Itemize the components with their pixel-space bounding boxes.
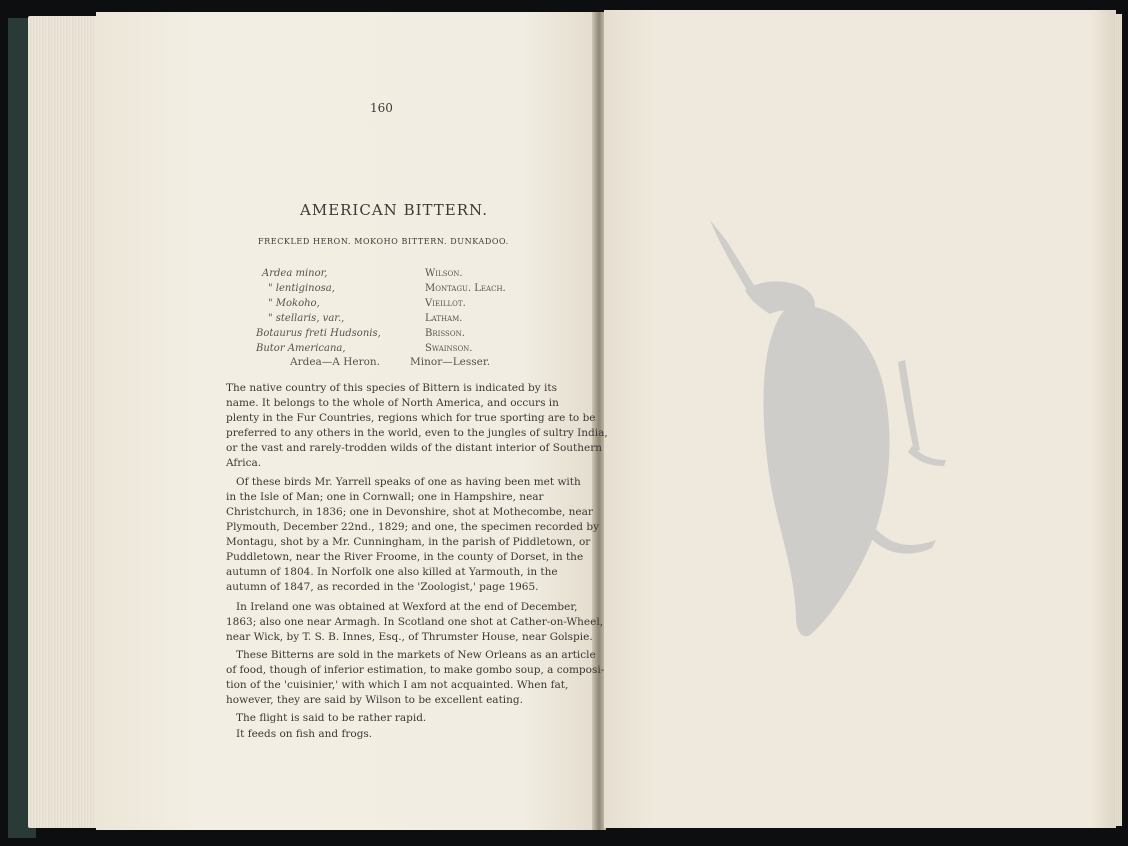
synonym-author: Montagu. Leach. bbox=[425, 283, 506, 294]
text-line: Christchurch, in 1836; one in Devonshire, shot at Mothecombe, near bbox=[226, 506, 593, 518]
etymology-minor: Minor—Lesser. bbox=[410, 356, 491, 368]
right-page-edge bbox=[1114, 14, 1122, 826]
text-line: It feeds on fish and frogs. bbox=[236, 728, 373, 740]
page-stack bbox=[28, 16, 98, 828]
text-line: The flight is said to be rather rapid. bbox=[236, 712, 427, 724]
text-line: preferred to any others in the world, even to the jungles of sultry India, bbox=[226, 427, 608, 439]
text-line: plenty in the Fur Countries, regions which for true sporting are to be bbox=[226, 412, 596, 424]
synonym-name: Ardea minor, bbox=[262, 268, 328, 279]
synonym-author: Wilson. bbox=[425, 268, 463, 279]
text-line: 1863; also one near Armagh. In Scotland one shot at Cather-on-Wheel, bbox=[226, 616, 604, 628]
page-title: AMERICAN BITTERN. bbox=[300, 201, 488, 219]
text-line: however, they are said by Wilson to be excellent eating. bbox=[226, 694, 523, 706]
text-line: The native country of this species of Bittern is indicated by its bbox=[226, 382, 558, 394]
common-names: FRECKLED HERON. MOKOHO BITTERN. DUNKADOO. bbox=[258, 237, 509, 246]
text-line: tion of the 'cuisinier,' with which I am not acquainted. When fat, bbox=[226, 679, 569, 691]
text-line: Of these birds Mr. Yarrell speaks of one as having been met with bbox=[236, 476, 581, 488]
etymology-ardea: Ardea—A Heron. bbox=[290, 356, 381, 368]
synonym-name: Botaurus freti Hudsonis, bbox=[256, 328, 381, 339]
text-line: These Bitterns are sold in the markets of New Orleans as an article bbox=[236, 649, 596, 661]
text-line: Plymouth, December 22nd., 1829; and one, the specimen recorded by bbox=[226, 521, 600, 533]
text-line: Africa. bbox=[226, 457, 262, 469]
text-line: in the Isle of Man; one in Cornwall; one in Hampshire, near bbox=[226, 491, 544, 503]
synonym-name: " stellaris, var., bbox=[268, 313, 345, 324]
text-line: Puddletown, near the River Froome, in the county of Dorset, in the bbox=[226, 551, 584, 563]
synonym-name: " Mokoho, bbox=[268, 298, 320, 309]
text-line: In Ireland one was obtained at Wexford at the end of December, bbox=[236, 601, 578, 613]
page-number: 160 bbox=[370, 101, 393, 115]
text-line: near Wick, by T. S. B. Innes, Esq., of Thrumster House, near Golspie. bbox=[226, 631, 593, 643]
synonym-name: " lentiginosa, bbox=[268, 283, 335, 294]
text-line: name. It belongs to the whole of North America, and occurs in bbox=[226, 397, 559, 409]
bittern-illustration bbox=[700, 210, 960, 650]
text-line: autumn of 1847, as recorded in the 'Zoologist,' page 1965. bbox=[226, 581, 539, 593]
synonym-name: Butor Americana, bbox=[256, 343, 346, 354]
text-line: or the vast and rarely-trodden wilds of the distant interior of Southern bbox=[226, 442, 603, 454]
synonym-author: Swainson. bbox=[425, 343, 473, 354]
synonym-author: Latham. bbox=[425, 313, 463, 324]
text-line: autumn of 1804. In Norfolk one also killed at Yarmouth, in the bbox=[226, 566, 558, 578]
text-line: of food, though of inferior estimation, to make gombo soup, a composi- bbox=[226, 664, 605, 676]
synonym-author: Brisson. bbox=[425, 328, 465, 339]
text-line: Montagu, shot by a Mr. Cunningham, in the parish of Piddletown, or bbox=[226, 536, 591, 548]
synonym-author: Vieillot. bbox=[425, 298, 466, 309]
